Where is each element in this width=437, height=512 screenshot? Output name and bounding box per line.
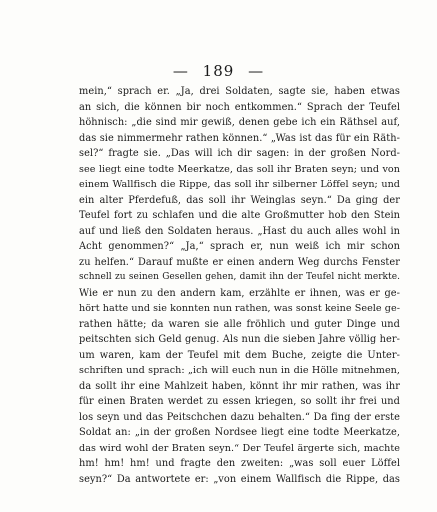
text-line: um waren, kam der Teufel mit dem Buche, zeigte die Unter-	[79, 349, 400, 361]
text-line: höhnisch: „die sind mir gewiß, denen gebe ich ein Räthsel auf,	[79, 117, 400, 128]
text-line: Soldat an: „in der großen Nordsee liegt eine todte Meerkatze,	[79, 427, 400, 438]
text-line: mein,“ sprach er. „Ja, drei Soldaten, sagte sie, haben etwas	[79, 86, 400, 97]
text-line: auf und ließ den Soldaten heraus. „Hast du auch alles wohl in	[79, 225, 400, 237]
page-header	[0, 62, 437, 80]
page-number: 189	[202, 62, 235, 80]
text-line: zu helfen.“ Darauf mußte er einen andern Weg durchs Fenster	[79, 256, 400, 268]
text-line: hört hatte und sie konnten nun rathen, was sonst keine Seele ge-	[79, 303, 400, 314]
text-line: an sich, die können bir noch entkommen.“ Sprach der Teufel	[79, 101, 400, 113]
text-line: schnell zu seinen Gesellen gehen, damit ihn der Teufel nicht merkte.	[79, 272, 400, 282]
text-line: peitschten sich Geld genug. Als nun die sieben Jahre völlig her-	[79, 334, 400, 345]
text-line: los seyn und das Peitschchen dazu behalten.“ Da fing der erste	[79, 411, 400, 423]
text-line: Wie er nun zu den andern kam, erzählte er ihnen, was er ge-	[79, 287, 400, 299]
text-line: einem Wallfisch die Rippe, das soll ihr silberner Löffel seyn; und	[79, 179, 400, 190]
body-text	[79, 84, 400, 487]
text-line: Teufel fort zu schlafen und die alte Großmutter hob den Stein	[79, 210, 400, 221]
text-line: rathen hätte; da waren sie alle fröhlich und guter Dinge und	[79, 318, 400, 330]
text-line: das sie nimmermehr rathen können.“ „Was ist das für ein Räth-	[79, 132, 400, 144]
header-dash-left: —	[172, 62, 189, 80]
text-line: hm! hm! hm! und fragte den zweiten: „was soll euer Löffel	[79, 458, 400, 469]
text-line: sel?“ fragte sie. „Das will ich dir sagen: in der großen Nord-	[79, 148, 400, 159]
text-line: see liegt eine todte Meerkatze, das soll ihr Braten seyn; und von	[79, 163, 400, 175]
text-line: für einen Braten werdet zu essen kriegen, so sollt ihr frei und	[79, 396, 400, 407]
text-line: seyn?“ Da antwortete er: „von einem Wallfisch die Rippe, das	[79, 473, 400, 485]
text-line: da sollt ihr eine Mahlzeit haben, könnt ihr mir rathen, was ihr	[79, 380, 400, 392]
text-line: Acht genommen?“ „Ja,“ sprach er, nun weiß ich mir schon	[79, 241, 400, 252]
header-dash-right: —	[248, 62, 265, 80]
text-line: schriften und sprach: „ich will euch nun in die Hölle mitnehmen,	[79, 365, 400, 376]
text-line: das wird wohl der Braten seyn.“ Der Teufel ärgerte sich, machte	[79, 442, 400, 454]
text-line: ein alter Pferdefuß, das soll ihr Weinglas seyn.“ Da ging der	[79, 194, 400, 206]
